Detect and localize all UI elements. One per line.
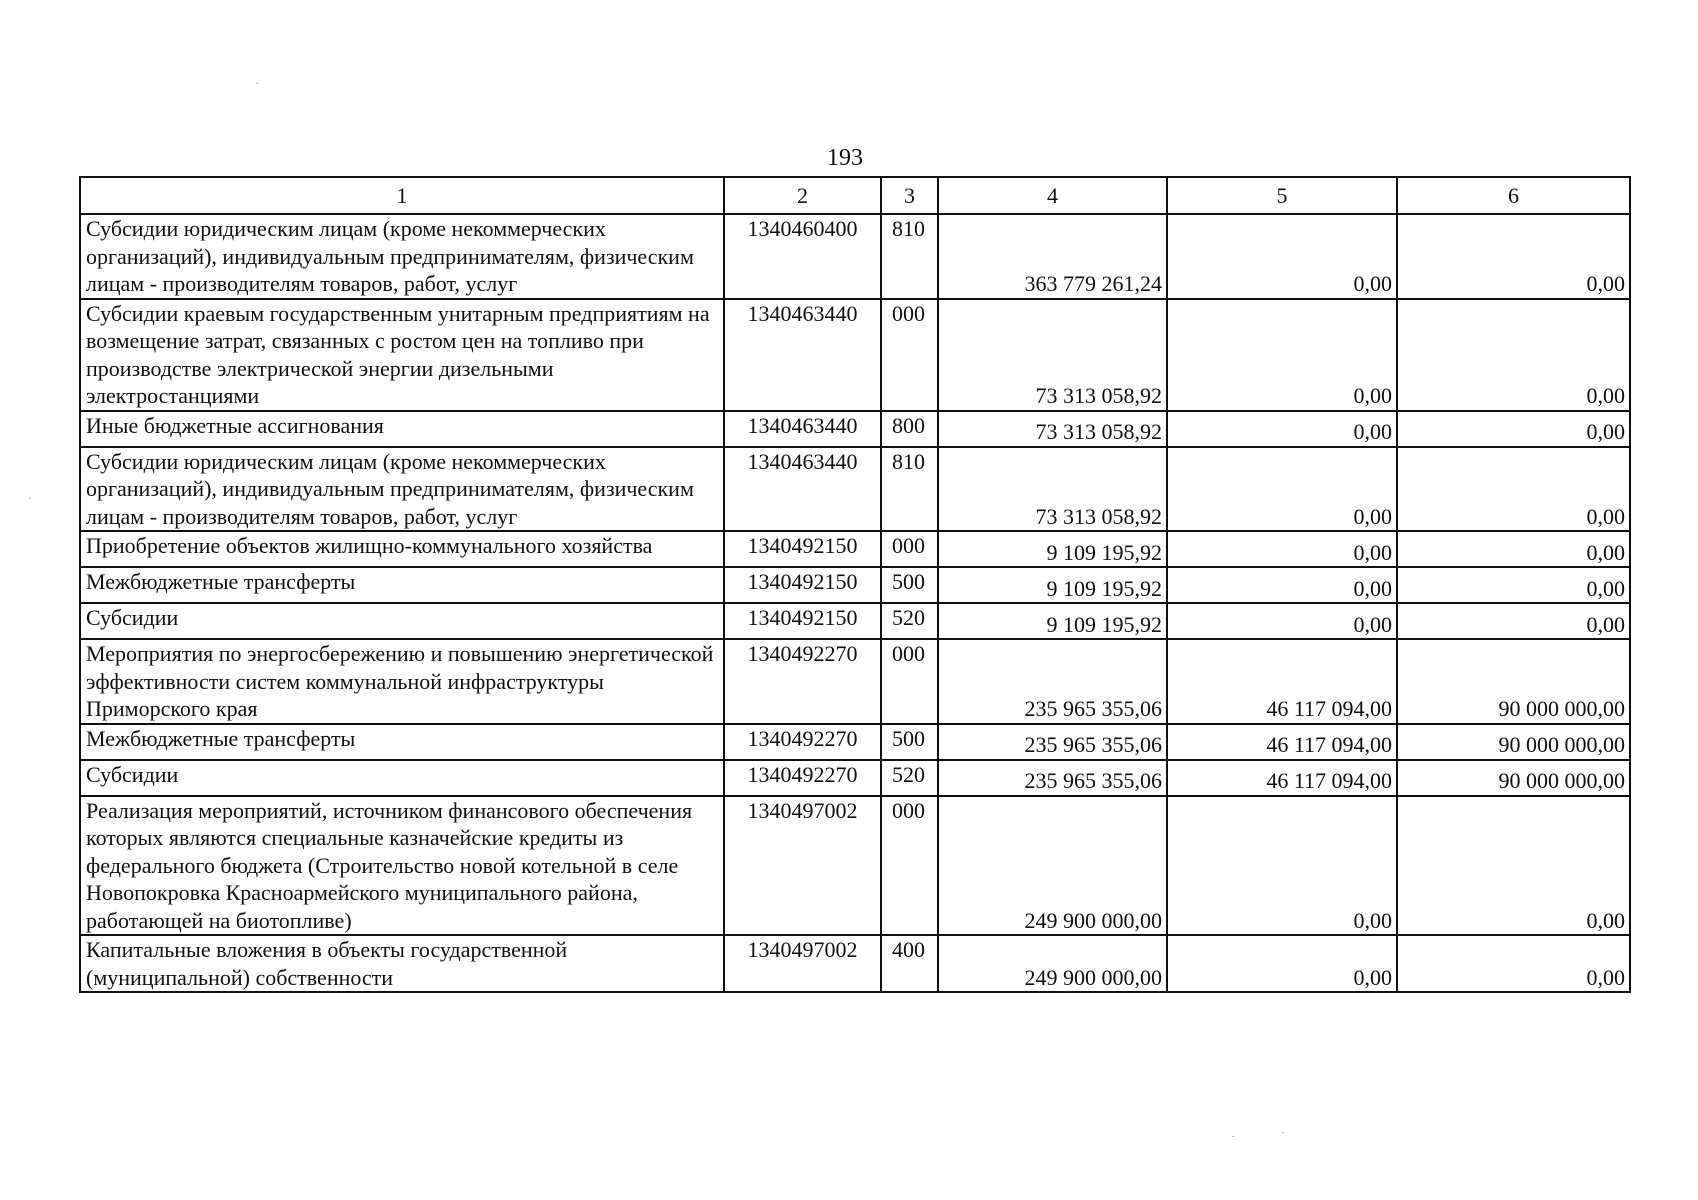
row-amount-col5: 46 117 094,00 xyxy=(1167,639,1397,724)
table-row xyxy=(80,639,1630,724)
budget-table xyxy=(79,176,1631,993)
scan-speck xyxy=(1282,1132,1284,1133)
row-expense-type: 810 xyxy=(881,214,938,299)
row-amount-col6: 0,00 xyxy=(1397,299,1630,411)
row-expense-type: 810 xyxy=(881,447,938,532)
row-amount-col5: 0,00 xyxy=(1167,603,1397,639)
table-row xyxy=(80,724,1630,760)
row-amount-col4: 73 313 058,92 xyxy=(938,447,1167,532)
header-col-2: 2 xyxy=(724,177,881,214)
table-row xyxy=(80,603,1630,639)
row-expense-type: 520 xyxy=(881,603,938,639)
header-row xyxy=(80,177,1630,214)
row-amount-col5: 46 117 094,00 xyxy=(1167,724,1397,760)
page-number: 193 xyxy=(827,145,863,171)
row-amount-col4: 363 779 261,24 xyxy=(938,214,1167,299)
row-amount-col5: 0,00 xyxy=(1167,447,1397,532)
row-target-code: 1340497002 xyxy=(724,935,881,992)
row-amount-col4: 249 900 000,00 xyxy=(938,935,1167,992)
row-amount-col4: 249 900 000,00 xyxy=(938,796,1167,936)
table-row xyxy=(80,411,1630,447)
row-amount-col6: 0,00 xyxy=(1397,447,1630,532)
row-name: Межбюджетные трансферты xyxy=(80,724,724,760)
row-expense-type: 400 xyxy=(881,935,938,992)
header-col-6: 6 xyxy=(1397,177,1630,214)
row-target-code: 1340492150 xyxy=(724,567,881,603)
row-amount-col5: 0,00 xyxy=(1167,567,1397,603)
table-row xyxy=(80,447,1630,532)
row-name: Субсидии xyxy=(80,603,724,639)
row-expense-type: 520 xyxy=(881,760,938,796)
row-amount-col5: 0,00 xyxy=(1167,411,1397,447)
row-target-code: 1340463440 xyxy=(724,299,881,411)
table-row xyxy=(80,567,1630,603)
table-row xyxy=(80,796,1630,936)
row-amount-col6: 0,00 xyxy=(1397,567,1630,603)
row-target-code: 1340497002 xyxy=(724,796,881,936)
row-amount-col6: 90 000 000,00 xyxy=(1397,639,1630,724)
row-amount-col6: 0,00 xyxy=(1397,411,1630,447)
row-amount-col6: 0,00 xyxy=(1397,603,1630,639)
header-col-3: 3 xyxy=(881,177,938,214)
row-name: Мероприятия по энергосбережению и повышению энергетической эффективности систем коммунальной инфраструктуры Приморского края xyxy=(80,639,724,724)
row-amount-col4: 73 313 058,92 xyxy=(938,299,1167,411)
row-amount-col6: 0,00 xyxy=(1397,531,1630,567)
row-target-code: 1340492270 xyxy=(724,724,881,760)
row-name: Капитальные вложения в объекты государственной (муниципальной) собственности xyxy=(80,935,724,992)
row-amount-col5: 46 117 094,00 xyxy=(1167,760,1397,796)
table-row xyxy=(80,214,1630,299)
row-amount-col4: 9 109 195,92 xyxy=(938,567,1167,603)
row-amount-col5: 0,00 xyxy=(1167,531,1397,567)
header-col-1: 1 xyxy=(80,177,724,214)
row-amount-col6: 90 000 000,00 xyxy=(1397,760,1630,796)
table-row xyxy=(80,299,1630,411)
row-amount-col6: 0,00 xyxy=(1397,935,1630,992)
row-amount-col6: 0,00 xyxy=(1397,214,1630,299)
row-name: Субсидии краевым государственным унитарным предприятиям на возмещение затрат, связанных с ростом цен на топливо при производстве электрической энергии дизельными электростанциями xyxy=(80,299,724,411)
scan-speck xyxy=(29,498,31,499)
row-amount-col5: 0,00 xyxy=(1167,214,1397,299)
row-amount-col4: 235 965 355,06 xyxy=(938,760,1167,796)
row-target-code: 1340463440 xyxy=(724,411,881,447)
row-target-code: 1340492150 xyxy=(724,531,881,567)
row-name: Реализация мероприятий, источником финансового обеспечения которых являются специальные казначейские кредиты из федерального бюджета (Строительство новой котельной в селе Новопокровка Красноармейского муниципального района, работающей на биотопливе) xyxy=(80,796,724,936)
table-row xyxy=(80,935,1630,992)
row-amount-col5: 0,00 xyxy=(1167,935,1397,992)
row-name: Иные бюджетные ассигнования xyxy=(80,411,724,447)
header-col-5: 5 xyxy=(1167,177,1397,214)
row-expense-type: 800 xyxy=(881,411,938,447)
scan-speck xyxy=(1232,1136,1234,1137)
row-name: Субсидии xyxy=(80,760,724,796)
row-amount-col4: 9 109 195,92 xyxy=(938,531,1167,567)
row-amount-col4: 9 109 195,92 xyxy=(938,603,1167,639)
row-target-code: 1340460400 xyxy=(724,214,881,299)
row-amount-col5: 0,00 xyxy=(1167,299,1397,411)
row-amount-col5: 0,00 xyxy=(1167,796,1397,936)
row-expense-type: 000 xyxy=(881,796,938,936)
row-expense-type: 000 xyxy=(881,639,938,724)
row-expense-type: 000 xyxy=(881,299,938,411)
row-name: Межбюджетные трансферты xyxy=(80,567,724,603)
table-row xyxy=(80,531,1630,567)
row-amount-col4: 73 313 058,92 xyxy=(938,411,1167,447)
row-expense-type: 500 xyxy=(881,567,938,603)
row-amount-col4: 235 965 355,06 xyxy=(938,724,1167,760)
row-amount-col6: 90 000 000,00 xyxy=(1397,724,1630,760)
row-amount-col4: 235 965 355,06 xyxy=(938,639,1167,724)
row-target-code: 1340492270 xyxy=(724,760,881,796)
row-expense-type: 000 xyxy=(881,531,938,567)
header-col-4: 4 xyxy=(938,177,1167,214)
row-target-code: 1340492270 xyxy=(724,639,881,724)
row-name: Приобретение объектов жилищно-коммунального хозяйства xyxy=(80,531,724,567)
scan-speck xyxy=(256,83,258,84)
row-name: Субсидии юридическим лицам (кроме некоммерческих организаций), индивидуальным предпринимателям, физическим лицам - производителям товаров, работ, услуг xyxy=(80,447,724,532)
row-target-code: 1340463440 xyxy=(724,447,881,532)
row-target-code: 1340492150 xyxy=(724,603,881,639)
row-name: Субсидии юридическим лицам (кроме некоммерческих организаций), индивидуальным предпринимателям, физическим лицам - производителям товаров, работ, услуг xyxy=(80,214,724,299)
row-expense-type: 500 xyxy=(881,724,938,760)
table-row xyxy=(80,760,1630,796)
row-amount-col6: 0,00 xyxy=(1397,796,1630,936)
